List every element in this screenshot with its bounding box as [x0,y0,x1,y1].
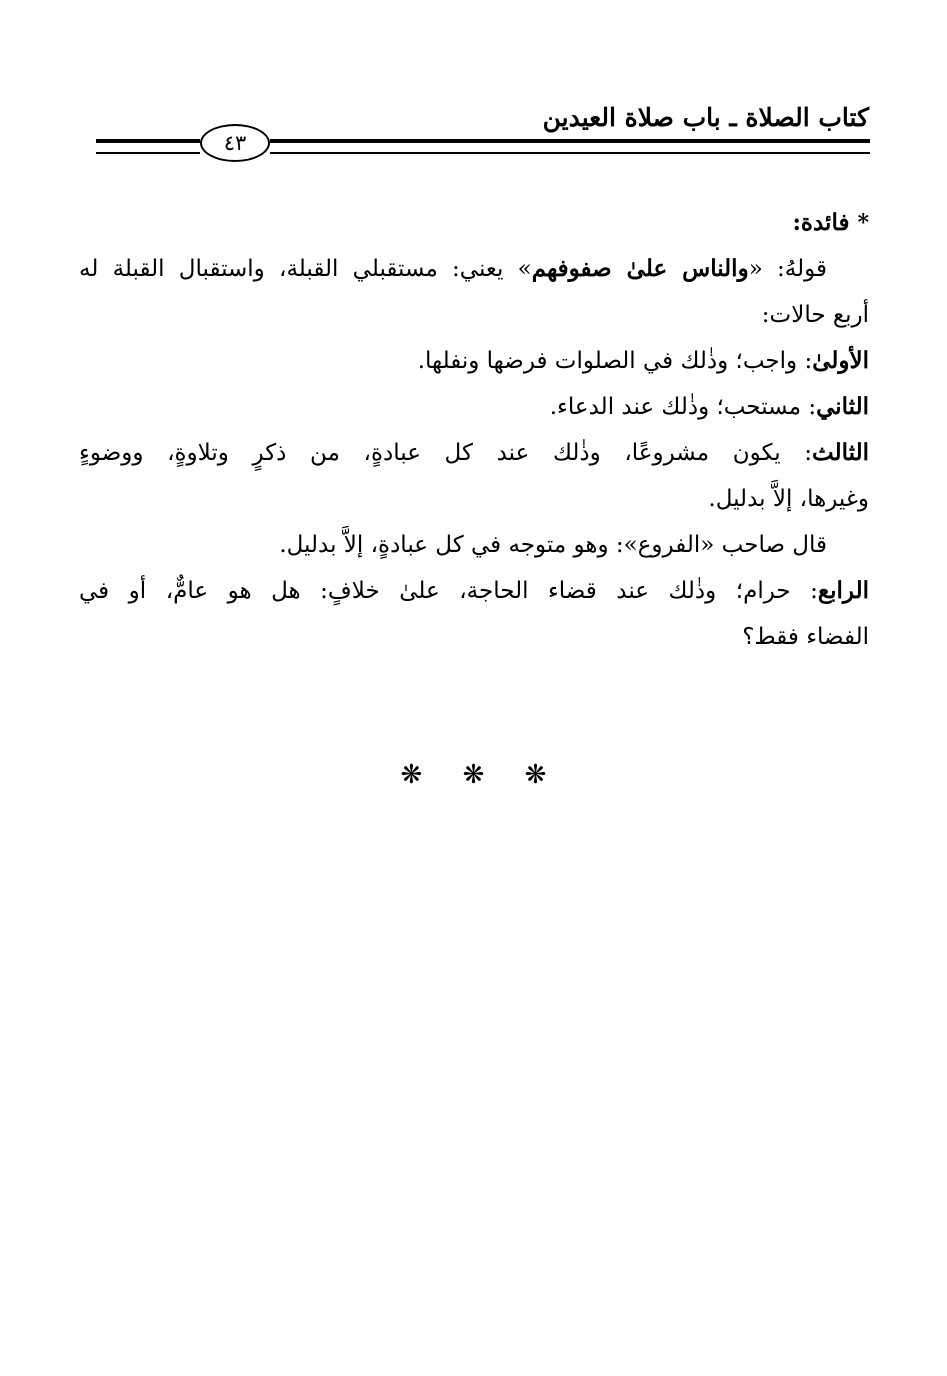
paragraph-1-line-1 [79,246,869,292]
header-rule-right [270,139,870,154]
heading-text: فائدة: [792,209,850,236]
header-title: كتاب الصلاة ـ باب صلاة العيدين [542,103,869,132]
heading-line [79,200,869,246]
case-4-term: الرابع [817,577,869,604]
case-1-line [79,338,869,384]
star-icon: * [857,210,869,236]
case-2-line [79,384,869,430]
case-1-term: الأولىٰ [812,347,869,374]
header-rule-left [96,139,200,154]
case-1-text: : واجب؛ وذٰلك في الصلوات فرضها ونفلها. [417,348,813,374]
separator-asterisk-icon: ❋ [524,760,547,790]
p1-lead: قولهُ: « [748,256,827,282]
case-3-line-2: وغيرها، إلاَّ بدليل. [708,486,869,512]
case-4-line-2: الفضاء فقط؟ [742,624,869,650]
case-4-text: : حرام؛ وذٰلك عند قضاء الحاجة، علىٰ خلافٍ: هل هو عامٌّ، أو في [79,578,818,604]
page-content [79,200,869,660]
separator-asterisk-icon: ❋ [400,760,423,790]
case-3-term: الثالث [812,439,869,466]
case-2-term: الثاني [816,393,869,420]
p1-rest: » يعني: مستقبلي القبلة، واستقبال القبلة له [79,256,532,282]
case-3-text: : يكون مشروعًا، وذٰلك عند كل عبادةٍ، من ذكرٍ وتلاوةٍ، ووضوءٍ [79,440,813,466]
case-4-line-1 [79,568,869,614]
p1-quote: والناس علىٰ صفوفهم [531,255,749,282]
case-3-quote-line: قال صاحب «الفروع»: وهو متوجه في كل عبادةٍ، إلاَّ بدليل. [279,532,827,558]
case-2-text: : مستحب؛ وذٰلك عند الدعاء. [549,394,817,420]
section-separator [0,760,947,790]
paragraph-1-line-2: أربع حالات: [761,302,869,328]
page-number: ٤٣ [200,124,270,162]
case-3-line-1 [79,430,869,476]
separator-asterisk-icon: ❋ [462,760,485,790]
